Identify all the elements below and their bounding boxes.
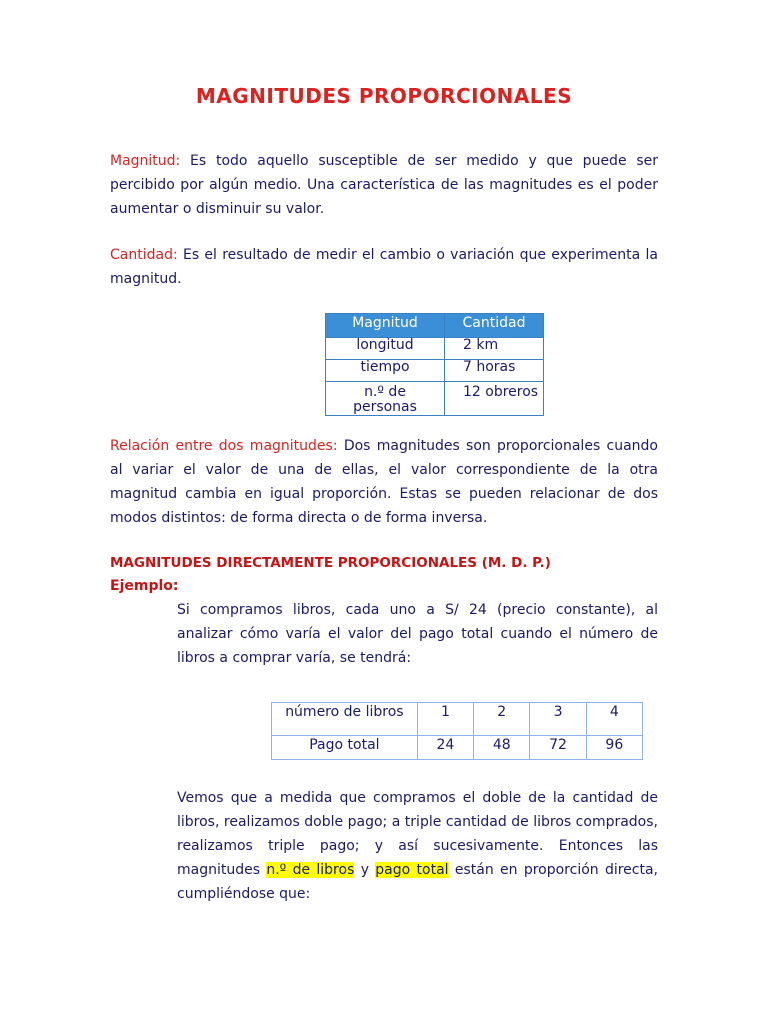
table-header-cell: Cantidad: [445, 314, 544, 338]
table-cell: 2: [474, 703, 530, 736]
example-label: Ejemplo:: [110, 578, 179, 594]
table-cell: 1: [417, 703, 473, 736]
table-cell: número de libros: [272, 703, 418, 736]
section-heading: MAGNITUDES DIRECTAMENTE PROPORCIONALES (M. D. P.): [110, 555, 551, 571]
magnitud-cantidad-table: [325, 313, 544, 416]
conclusion-text: y: [354, 862, 376, 878]
conclusion-paragraph: [177, 786, 658, 906]
table-cell: n.º de personas: [326, 382, 445, 416]
table-row: [272, 703, 643, 736]
table-cell: 96: [586, 736, 642, 760]
table-row: [326, 338, 544, 360]
table-row: [326, 382, 544, 416]
table-cell: 4: [586, 703, 642, 736]
relacion-label: Relación entre dos magnitudes:: [110, 438, 338, 454]
table-cell: 48: [474, 736, 530, 760]
cantidad-label: Cantidad:: [110, 247, 178, 263]
cantidad-paragraph: [110, 243, 658, 291]
table-cell: Pago total: [272, 736, 418, 760]
conclusion-text: Vemos que a medida que compramos el doble de la cantidad de libros, realizamos doble pago; a triple cantidad de libros comprados, realizamos triple pago; y así sucesivamente. Entonces las magnitudes: [177, 790, 658, 878]
highlight-payment: pago total: [375, 862, 449, 878]
table-cell: 72: [530, 736, 586, 760]
table-cell: 7 horas: [445, 360, 544, 382]
page-title: MAGNITUDES PROPORCIONALES: [195, 84, 573, 108]
relacion-text: Dos magnitudes son proporcionales cuando al variar el valor de una de ellas, el valor correspondiente de la otra magnitud cambia en igual proporción. Estas se pueden relacionar de dos modos distintos: de forma directa o de forma inversa.: [110, 438, 658, 526]
magnitud-label: Magnitud:: [110, 153, 181, 169]
cantidad-text: Es el resultado de medir el cambio o variación que experimenta la magnitud.: [110, 247, 658, 287]
table-header-row: [326, 314, 544, 338]
highlight-books: n.º de libros: [266, 862, 355, 878]
conclusion-text: están en proporción directa, cumpliéndose que:: [177, 862, 659, 902]
relacion-paragraph: [110, 434, 658, 530]
table-cell: longitud: [326, 338, 445, 360]
magnitud-text: Es todo aquello susceptible de ser medido y que puede ser percibido por algún medio. Una característica de las magnitudes es el poder aumentar o disminuir su valor.: [110, 153, 658, 217]
table-cell: 2 km: [445, 338, 544, 360]
magnitud-paragraph: [110, 149, 658, 221]
table-cell: 24: [417, 736, 473, 760]
table-header-cell: Magnitud: [326, 314, 445, 338]
table-cell: tiempo: [326, 360, 445, 382]
table-row: [326, 360, 544, 382]
table-cell: 12 obreros: [445, 382, 544, 416]
example-paragraph: Si compramos libros, cada uno a S/ 24 (precio constante), al analizar cómo varía el valor del pago total cuando el número de libros a comprar varía, se tendrá:: [177, 602, 658, 666]
table-cell: 3: [530, 703, 586, 736]
books-payment-table: [271, 702, 643, 760]
table-row: [272, 736, 643, 760]
